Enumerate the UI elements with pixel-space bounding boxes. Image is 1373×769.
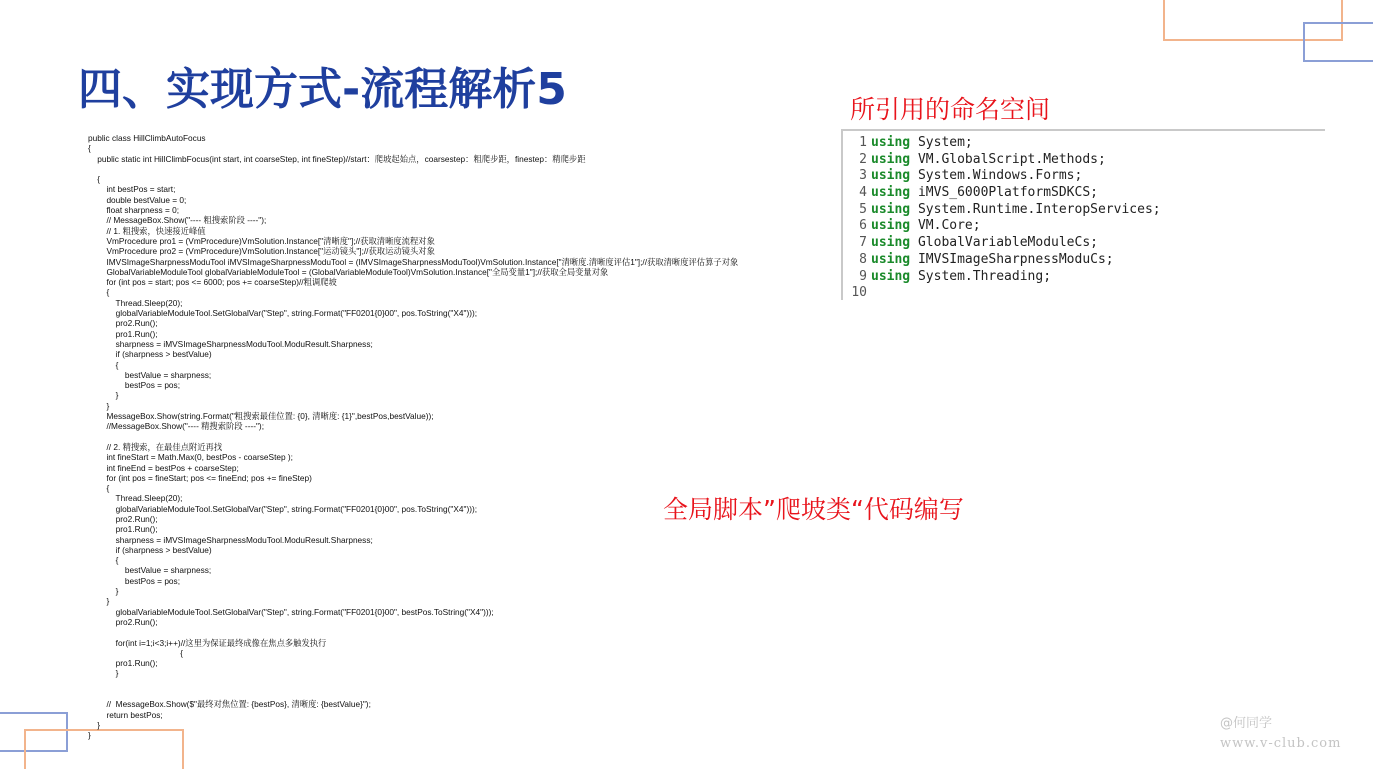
code-line — [88, 679, 828, 689]
using-keyword: using — [871, 235, 911, 251]
code-line: } — [88, 668, 119, 679]
code-line: Thread.Sleep(20); — [88, 493, 183, 504]
line-number: 6 — [859, 218, 867, 234]
namespace-name: System.Windows.Forms; — [917, 168, 1083, 184]
code-line: bestValue = sharpness; — [88, 565, 212, 576]
code-line — [88, 164, 828, 174]
code-line: } — [88, 730, 91, 741]
code-line: // 2. 精搜索，在最佳点附近再找 — [88, 441, 223, 452]
code-line: { — [88, 483, 110, 494]
code-line: } — [88, 586, 119, 597]
code-line: sharpness = iMVSImageSharpnessModuTool.ModuResult.Sharpness; — [88, 534, 373, 545]
code-line: MessageBox.Show(string.Format("粗搜索最佳位置: {0}, 清晰度: {1}",bestPos,bestValue)); — [88, 411, 434, 422]
code-line: sharpness = iMVSImageSharpnessModuTool.ModuResult.Sharpness; — [88, 338, 373, 349]
code-line: pro1.Run(); — [88, 524, 158, 535]
using-keyword: using — [871, 251, 911, 267]
namespace-name: System; — [917, 135, 973, 150]
namespace-line — [843, 135, 1325, 152]
code-line: globalVariableModuleTool.SetGlobalVar("Step", string.Format("FF0201{0}00", pos.ToString("X4"))); — [88, 308, 478, 319]
watermark-author: @何同学 — [1220, 716, 1273, 731]
code-line: IMVSImageSharpnessModuTool iMVSImageSharpnessModuTool = (IMVSImageSharpnessModuTool)VmSolution.Instance["清晰度.清晰度评估1"];//获取清晰度评估算子对象 — [88, 256, 739, 267]
line-number: 3 — [859, 168, 867, 184]
code-line: int fineStart = Math.Max(0, bestPos - coarseStep ); — [88, 452, 293, 463]
code-line — [88, 432, 828, 442]
namespace-name: System.Threading; — [917, 268, 1052, 284]
using-keyword: using — [871, 185, 911, 201]
code-line: bestPos = pos; — [88, 575, 180, 586]
namespaces-title: 所引用的命名空间 — [850, 95, 1051, 124]
code-line: // MessageBox.Show("---- 粗搜索阶段 ----"); — [88, 215, 267, 226]
global-script-caption: 全局脚本”爬坡类“代码编写 — [663, 495, 964, 524]
code-line — [88, 689, 828, 699]
code-line: } — [88, 719, 100, 730]
line-number: 7 — [859, 235, 867, 251]
code-line: double bestValue = 0; — [88, 194, 187, 205]
code-line: return bestPos; — [88, 709, 163, 720]
line-number: 9 — [859, 268, 867, 284]
namespace-line — [843, 185, 1325, 202]
code-line: globalVariableModuleTool.SetGlobalVar("Step", string.Format("FF0201{0}00", bestPos.ToString("X4"))); — [88, 606, 494, 617]
code-line: pro1.Run(); — [88, 658, 158, 669]
code-line: for (int pos = start; pos <= 6000; pos += coarseStep)//粗调爬坡 — [88, 277, 337, 288]
namespace-line — [843, 168, 1325, 185]
code-line: pro2.Run(); — [88, 318, 158, 329]
line-number: 4 — [859, 185, 867, 201]
watermark-site: www.v-club.com — [1220, 736, 1342, 751]
code-line: float sharpness = 0; — [88, 205, 180, 216]
code-line: for(int i=1;i<3;i++)//这里为保证最终成像在焦点多触发执行 — [88, 637, 327, 648]
code-line: pro2.Run(); — [88, 616, 158, 627]
decorative-frame-blue-top — [1303, 22, 1373, 62]
code-line: public static int HillClimbFocus(int start, int coarseStep, int fineStep)//start：爬坡起始点，coarsestep：粗爬步距，finestep：精爬步距 — [88, 153, 586, 164]
code-line: bestValue = sharpness; — [88, 369, 212, 380]
code-line: // 1. 粗搜索，快速接近峰值 — [88, 225, 206, 236]
code-listing — [88, 133, 828, 741]
code-line: VmProcedure pro1 = (VmProcedure)VmSolution.Instance["清晰度"];//获取清晰度流程对象 — [88, 235, 435, 246]
namespace-name: VM.Core; — [917, 218, 981, 234]
line-number: 10 — [851, 285, 867, 301]
code-line: { — [88, 174, 100, 185]
code-line: //MessageBox.Show("---- 精搜索阶段 ----"); — [88, 421, 264, 432]
namespace-name: GlobalVariableModuleCs; — [917, 235, 1098, 251]
namespace-name: System.Runtime.InteropServices; — [917, 201, 1161, 217]
code-line: } — [88, 400, 110, 411]
namespace-line — [843, 202, 1325, 219]
namespace-line — [843, 269, 1325, 286]
code-line: { — [88, 143, 91, 154]
using-keyword: using — [871, 135, 911, 150]
code-line: { — [88, 287, 110, 298]
namespace-line — [843, 252, 1325, 269]
code-line: bestPos = pos; — [88, 380, 180, 391]
code-line: int fineEnd = bestPos + coarseStep; — [88, 462, 239, 473]
line-number: 2 — [859, 151, 867, 167]
code-line: GlobalVariableModuleTool globalVariableModuleTool = (GlobalVariableModuleTool)VmSolution.Instance["全局变量1"];//获取全局变量对象 — [88, 266, 609, 277]
using-keyword: using — [871, 268, 911, 284]
namespace-line — [843, 152, 1325, 169]
namespace-line — [843, 235, 1325, 252]
namespace-line — [843, 285, 1325, 302]
using-keyword: using — [871, 168, 911, 184]
namespace-name: IMVSImageSharpnessModuCs; — [917, 251, 1114, 267]
code-line: Thread.Sleep(20); — [88, 297, 183, 308]
namespaces-code-box — [841, 129, 1325, 300]
code-line: } — [88, 596, 110, 607]
slide-title: 四、实现方式-流程解析5 — [78, 64, 567, 115]
code-line: // MessageBox.Show($"最终对焦位置: {bestPos}, 清晰度: {bestValue}"); — [88, 699, 371, 710]
using-keyword: using — [871, 151, 911, 167]
namespace-name: iMVS_6000PlatformSDKCS; — [917, 185, 1098, 201]
code-line: if (sharpness > bestValue) — [88, 544, 212, 555]
code-line: int bestPos = start; — [88, 184, 176, 195]
code-line: if (sharpness > bestValue) — [88, 349, 212, 360]
code-line: VmProcedure pro2 = (VmProcedure)VmSolution.Instance["运动镜头"];//获取运动镜头对象 — [88, 246, 435, 257]
line-number: 8 — [859, 251, 867, 267]
code-line: globalVariableModuleTool.SetGlobalVar("Step", string.Format("FF0201{0}00", pos.ToString("X4"))); — [88, 503, 478, 514]
namespace-name: VM.GlobalScript.Methods; — [917, 151, 1106, 167]
code-line: } — [88, 390, 119, 401]
code-line: pro1.Run(); — [88, 328, 158, 339]
line-number: 1 — [859, 135, 867, 150]
code-line: public class HillClimbAutoFocus — [88, 133, 206, 143]
code-line: { — [88, 647, 183, 658]
line-number: 5 — [859, 201, 867, 217]
code-line: { — [88, 359, 119, 370]
using-keyword: using — [871, 218, 911, 234]
namespace-line — [843, 218, 1325, 235]
code-line: for (int pos = fineStart; pos <= fineEnd; pos += fineStep) — [88, 472, 312, 483]
using-keyword: using — [871, 201, 911, 217]
code-line: { — [88, 555, 119, 566]
code-line — [88, 627, 828, 637]
code-line: pro2.Run(); — [88, 513, 158, 524]
